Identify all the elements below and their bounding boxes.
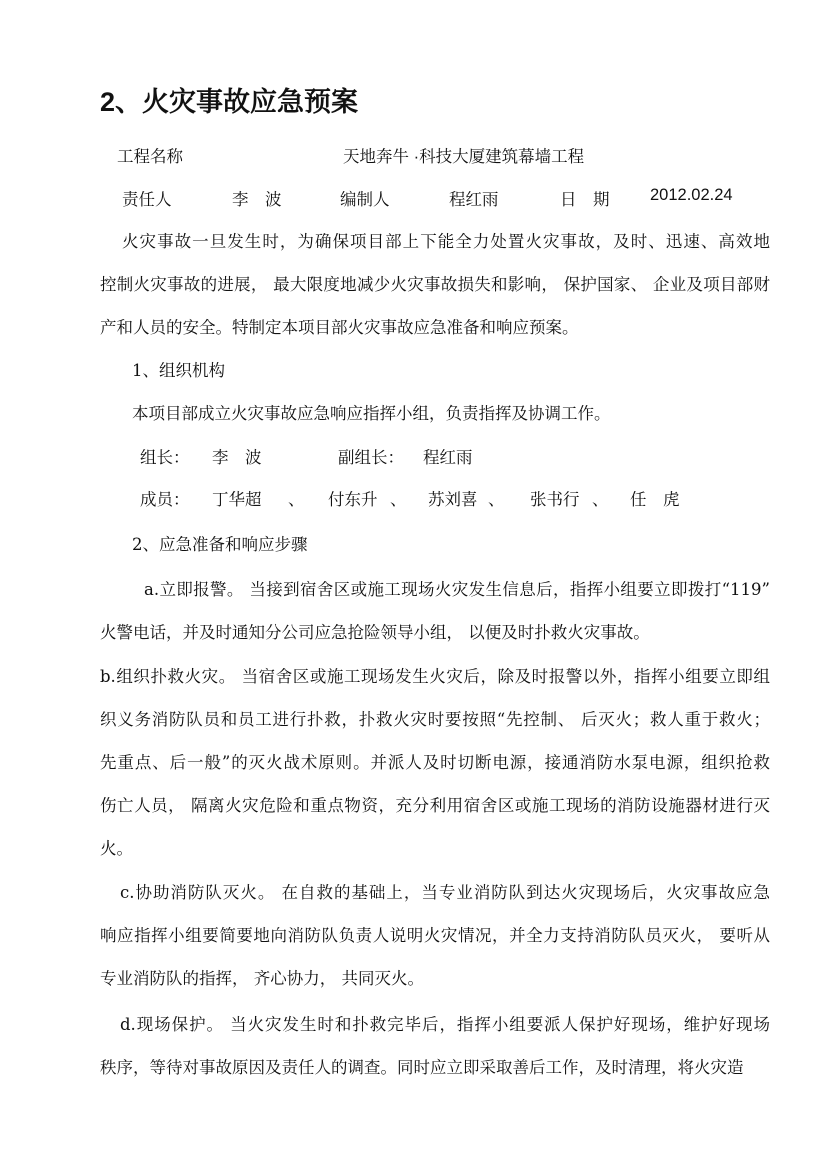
date-label: 日 期 [560,191,610,209]
member-name: 任 虎 [630,490,680,509]
paragraph-line: d.现场保护。 当火灾发生时和扑救完毕后，指挥小组要派人保护好现场，维护好现场 [120,1015,770,1034]
section1-text: 本项目部成立火灾事故应急响应指挥小组，负责指挥及协调工作。 [132,404,611,423]
member-name: 苏刘喜 [428,490,478,509]
page-title: 2、火灾事故应急预案 [100,87,359,117]
paragraph-line: 控制火灾事故的进展， 最大限度地减少火灾事故损失和影响， 保护国家、 企业及项目部财 [100,275,770,294]
member-name: 张书行 [530,490,580,509]
paragraph-line: 专业消防队的指挥， 齐心协力， 共同灭火。 [100,969,424,988]
leader-label: 组长： [140,448,190,467]
paragraph-line: 织义务消防队员和员工进行扑救，扑救火灾时要按照“先控制、 后灭火；救人重于救火； [100,710,770,729]
member-separator: 、 [288,490,305,509]
paragraph-line: a.立即报警。 当接到宿舍区或施工现场火灾发生信息后，指挥小组要立即拨打“119” [144,580,770,599]
paragraph-line: 火警电话，并及时通知分公司应急抢险领导小组， 以便及时扑救火灾事故。 [100,623,650,642]
paragraph-line: 火。 [100,839,133,858]
member-name: 付东升 [328,490,378,509]
deputy-label: 副组长： [338,448,404,467]
section2-heading: 2、应急准备和响应步骤 [132,535,308,554]
member-separator: 、 [592,490,609,509]
date-value: 2012.02.24 [650,186,733,204]
project-value: 天地奔牛 ·科技大厦建筑幕墙工程 [343,148,585,166]
paragraph-line: 先重点、后一般”的灭火战术原则。并派人及时切断电源，接通消防水泵电源，组织抢救 [100,753,770,772]
paragraph-line: 火灾事故一旦发生时，为确保项目部上下能全力处置火灾事故，及时、迅速、高效地 [122,232,770,251]
member-separator: 、 [390,490,407,509]
section1-heading: 1、组织机构 [132,361,225,380]
paragraph-line: c.协助消防队灭火。 在自救的基础上，当专业消防队到达火灾现场后，火灾事故应急 [120,883,770,902]
paragraph-line: 伤亡人员， 隔离火灾危险和重点物资，充分利用宿舍区或施工现场的消防设施器材进行灭 [100,796,770,815]
owner-label: 责任人 [122,191,172,209]
owner-value: 李 波 [232,191,282,209]
member-name: 丁华超 [212,490,262,509]
project-label: 工程名称 [117,148,183,166]
editor-value: 程红雨 [449,191,499,209]
leader-name: 李 波 [212,448,262,467]
member-separator: 、 [488,490,505,509]
deputy-name: 程红雨 [423,448,473,467]
paragraph-line: 产和人员的安全。特制定本项目部火灾事故应急准备和响应预案。 [100,318,579,337]
paragraph-line: 响应指挥小组要简要地向消防队负责人说明火灾情况，并全力支持消防队员灭火， 要听从 [100,926,770,945]
paragraph-line: b.组织扑救火灾。 当宿舍区或施工现场发生火灾后，除及时报警以外，指挥小组要立即组 [100,667,770,686]
members-label: 成员： [140,490,190,509]
editor-label: 编制人 [340,191,390,209]
paragraph-line: 秩序，等待对事故原因及责任人的调查。同时应立即采取善后工作，及时清理，将火灾造 [100,1058,744,1077]
